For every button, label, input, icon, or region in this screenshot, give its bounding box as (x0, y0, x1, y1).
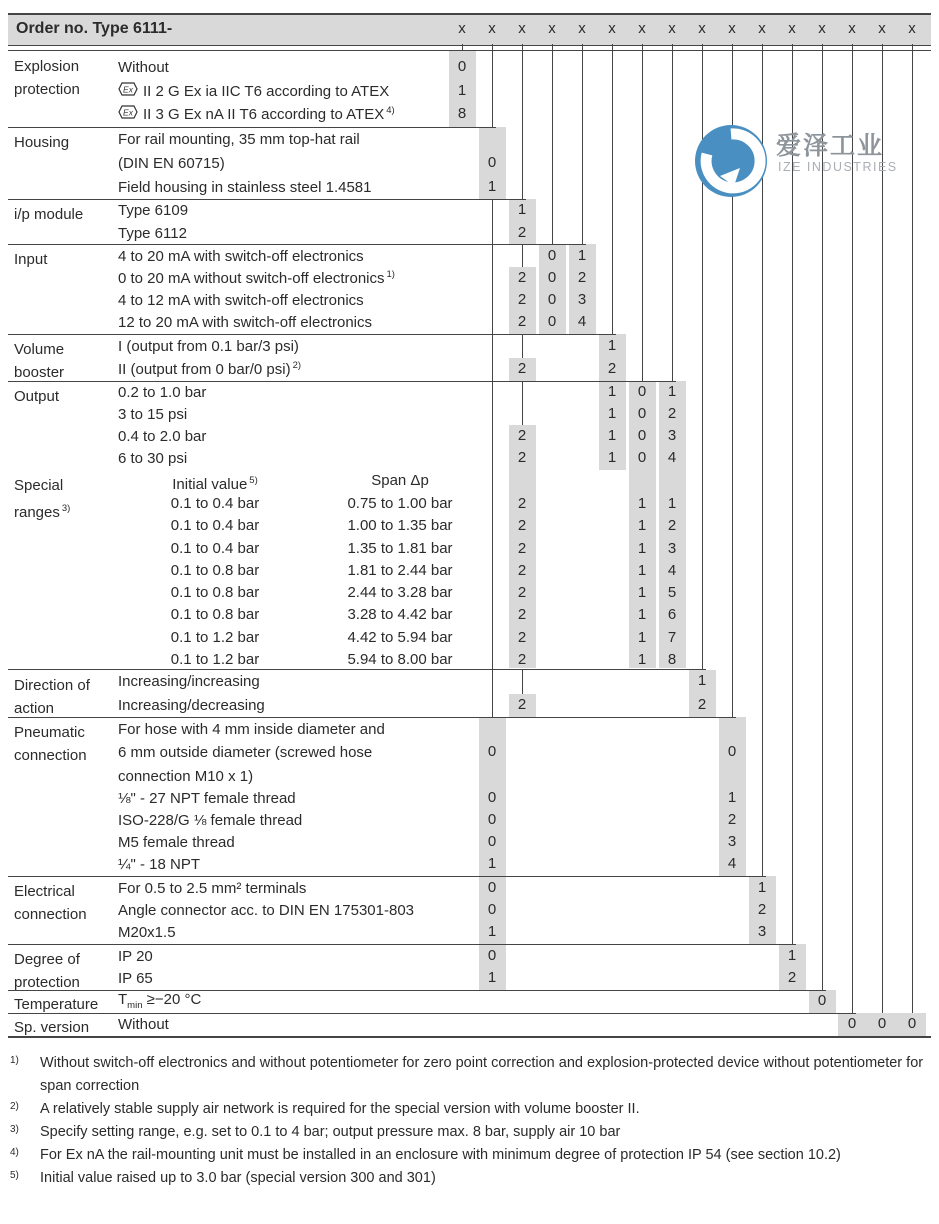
option-text: Type 6112 (118, 224, 187, 242)
special-range-span: 5.94 to 8.00 bar (347, 651, 453, 668)
special-range-span: 3.28 to 4.42 bar (347, 606, 453, 623)
section-label: Direction of action (14, 677, 90, 717)
option-text: ISO-228/G ⅛ female thread (118, 811, 303, 829)
code-digit: 2 (517, 313, 527, 330)
svg-text:Ex: Ex (123, 107, 133, 118)
code-placeholder-x: x (818, 20, 826, 37)
option-description (118, 222, 187, 244)
option-description (118, 718, 385, 740)
code-digit: 0 (877, 1015, 887, 1032)
code-placeholder-x: x (728, 20, 736, 37)
footnote-text: Initial value raised up to 3.0 bar (special version 300 and 301) (40, 1170, 436, 1186)
option-text: Increasing/decreasing (118, 696, 265, 714)
code-digit: 1 (727, 789, 737, 806)
special-range-initial-value: 0.1 to 0.4 bar (170, 517, 260, 534)
option-description (118, 311, 372, 333)
code-digit: 0 (487, 789, 497, 806)
column-guide-line (522, 244, 523, 267)
code-digit: 1 (697, 672, 707, 689)
column-guide-line (672, 50, 673, 381)
code-digit: 0 (487, 811, 497, 828)
code-digit: 1 (607, 449, 617, 466)
code-digit: 2 (517, 360, 527, 377)
footnote-ref: 1) (386, 269, 395, 280)
footnote (10, 1121, 931, 1144)
svg-text:Ex: Ex (123, 84, 133, 95)
option-description (118, 128, 360, 150)
option-description (118, 853, 200, 875)
footnote-marker: 1) (10, 1055, 19, 1066)
code-digit: 1 (637, 517, 647, 534)
special-range-span: Span Δp (371, 472, 429, 489)
code-placeholder-x: x (458, 20, 466, 37)
special-range-initial-value: Initial value $^{5)}$ (172, 475, 258, 493)
code-placeholder-x: x (548, 20, 556, 37)
code-digit: 2 (517, 224, 527, 241)
option-description (118, 403, 187, 425)
code-digit: 1 (607, 405, 617, 422)
option-description (118, 80, 389, 102)
special-range-initial-value: 0.1 to 1.2 bar (170, 629, 260, 646)
footnote (10, 1167, 931, 1190)
code-digit: 2 (787, 969, 797, 986)
page-title: Order no. Type 6111- (16, 20, 173, 37)
code-digit: 2 (517, 269, 527, 286)
section-label: Electrical connection (14, 883, 87, 923)
special-range-span: 4.42 to 5.94 bar (347, 629, 453, 646)
code-placeholder-x: x (608, 20, 616, 37)
footnote-marker: 2) (10, 1101, 19, 1112)
code-digit: 2 (577, 269, 587, 286)
code-digit: 0 (637, 405, 647, 422)
code-digit: 2 (517, 562, 527, 579)
option-description (118, 787, 296, 809)
section-separator (8, 13, 931, 14)
code-digit: 2 (517, 696, 527, 713)
special-range-initial-value: 0.1 to 0.4 bar (170, 495, 260, 512)
option-description (118, 831, 235, 853)
watermark-english-text: IZE INDUSTRIES (778, 160, 898, 174)
column-guide-line (552, 50, 553, 244)
footnote-text: A relatively stable supply air network is required for the special version with volume booster II. (40, 1101, 640, 1117)
code-placeholder-x: x (638, 20, 646, 37)
special-range-span: 2.44 to 3.28 bar (347, 584, 453, 601)
option-text: For rail mounting, 35 mm top-hat rail (118, 130, 360, 148)
code-digit: 6 (667, 606, 677, 623)
code-digit: 8 (457, 105, 467, 122)
option-text: 12 to 20 mA with switch-off electronics (118, 313, 373, 331)
option-text: II 3 G Ex nA II T6 according to ATEX $^{4)}$ (143, 105, 395, 123)
code-digit: 2 (517, 517, 527, 534)
option-description (118, 809, 302, 831)
column-guide-line (912, 50, 913, 1013)
code-digit: 0 (907, 1015, 917, 1032)
special-range-span: 1.35 to 1.81 bar (347, 540, 453, 557)
code-digit: 1 (787, 947, 797, 964)
code-digit: 1 (637, 629, 647, 646)
option-description (118, 289, 364, 311)
code-digit: 0 (487, 833, 497, 850)
section-label: Housing (14, 134, 70, 151)
footnote (10, 1098, 931, 1121)
footnote-marker: 4) (10, 1147, 19, 1158)
code-digit: 2 (727, 811, 737, 828)
ex-atex-icon (118, 82, 138, 100)
option-description (118, 694, 265, 716)
option-text: For 0.5 to 2.5 mm² terminals (118, 879, 307, 897)
footnote-text: Without switch-off electronics and without potentiometer for zero point correction and explosion-protected device without potentiometer for span correction (40, 1055, 924, 1094)
option-text: (DIN EN 60715) (118, 154, 225, 172)
code-digit: 4 (727, 855, 737, 872)
option-text: For hose with 4 mm inside diameter and (118, 720, 385, 738)
option-description (118, 199, 188, 221)
option-text: 0.4 to 2.0 bar (118, 427, 207, 445)
code-digit: 4 (577, 313, 587, 330)
ize-logo-icon (694, 185, 768, 202)
code-digit: 1 (757, 879, 767, 896)
column-guide-line (492, 50, 493, 127)
code-digit: 3 (757, 923, 767, 940)
code-digit: 2 (517, 606, 527, 623)
code-digit: 1 (457, 82, 467, 99)
code-placeholder-x: x (668, 20, 676, 37)
code-placeholder-x: x (518, 20, 526, 37)
footnote-text: Specify setting range, e.g. set to 0.1 to 4 bar; output pressure max. 8 bar, supply air 10 bar (40, 1124, 621, 1140)
option-text: ⅛" - 27 NPT female thread (118, 789, 296, 807)
section-separator (8, 50, 931, 51)
option-text: 6 to 30 psi (118, 449, 188, 467)
option-text: 4 to 20 mA with switch-off electronics (118, 247, 364, 265)
column-guide-line (522, 50, 523, 199)
option-description (118, 899, 414, 921)
option-description (118, 176, 372, 198)
code-digit: 1 (487, 178, 497, 195)
option-text: 4 to 12 mA with switch-off electronics (118, 291, 364, 309)
option-description (118, 103, 395, 125)
option-text: Without (118, 1015, 169, 1033)
code-digit: 0 (637, 427, 647, 444)
code-digit: 2 (607, 360, 617, 377)
code-placeholder-x: x (578, 20, 586, 37)
code-digit: 0 (727, 743, 737, 760)
option-text: IP 20 (118, 947, 153, 965)
code-digit: 2 (667, 517, 677, 534)
section-label: Explosion protection (14, 58, 80, 98)
option-description (118, 741, 372, 763)
code-digit: 2 (697, 696, 707, 713)
column-guide-line (642, 50, 643, 381)
footnotes (10, 1052, 931, 1190)
option-description (118, 670, 260, 692)
section-label: Degree of protection (14, 951, 80, 991)
special-range-span: 1.81 to 2.44 bar (347, 562, 453, 579)
column-guide-line (612, 50, 613, 334)
option-text: 6 mm outside diameter (screwed hose (118, 743, 373, 761)
code-digit: 2 (757, 901, 767, 918)
code-digit: 2 (517, 540, 527, 557)
code-digit: 0 (637, 449, 647, 466)
section-label: Sp. version (14, 1019, 90, 1036)
code-digit: 2 (517, 449, 527, 466)
section-separator (8, 45, 931, 46)
column-guide-line (522, 334, 523, 358)
code-digit: 8 (667, 651, 677, 668)
option-text: Without (118, 58, 169, 76)
footnote-marker: 3) (10, 1124, 19, 1135)
code-digit: 0 (487, 743, 497, 760)
code-digit: 2 (517, 291, 527, 308)
code-digit: 0 (487, 154, 497, 171)
code-digit: 2 (517, 584, 527, 601)
column-guide-line (852, 50, 853, 1013)
code-digit: 1 (577, 247, 587, 264)
option-text: I (output from 0.1 bar/3 psi) (118, 337, 299, 355)
option-text: connection M10 x 1) (118, 767, 254, 785)
code-digit: 2 (517, 651, 527, 668)
section-separator (8, 381, 676, 382)
code-digit: 0 (547, 247, 557, 264)
section-label: Volume booster (14, 341, 65, 381)
footnote-text: For Ex nA the rail-mounting unit must be installed in an enclosure with minimum degree of protection IP 54 (see section 10.2) (40, 1147, 841, 1163)
code-placeholder-x: x (878, 20, 886, 37)
code-digit: 3 (727, 833, 737, 850)
code-digit: 1 (637, 562, 647, 579)
section-separator (8, 334, 616, 335)
code-digit: 5 (667, 584, 677, 601)
option-text: ¼" - 18 NPT (118, 855, 201, 873)
code-digit: 0 (547, 291, 557, 308)
option-text: Angle connector acc. to DIN EN 175301-803 (118, 901, 415, 919)
column-guide-line (822, 50, 823, 990)
subscript: min (127, 1000, 143, 1011)
option-description (118, 358, 301, 380)
option-text: II 2 G Ex ia IIC T6 according to ATEX (143, 82, 390, 100)
code-placeholder-x: x (788, 20, 796, 37)
code-placeholder-x: x (908, 20, 916, 37)
code-digit: 2 (667, 405, 677, 422)
code-digit: 0 (547, 313, 557, 330)
section-label: Output (14, 388, 60, 405)
section-separator (8, 199, 526, 200)
option-text: Field housing in stainless steel 1.4581 (118, 178, 372, 196)
option-text: $T_{min} \ge-20$ °C (118, 991, 202, 1011)
footnote-ref: 4) (386, 105, 395, 116)
option-description (118, 381, 206, 403)
column-guide-line (882, 50, 883, 1013)
footnote-ref: 5) (249, 475, 258, 486)
code-digit: 3 (667, 540, 677, 557)
code-digit: 1 (487, 923, 497, 940)
code-digit: 1 (517, 201, 527, 218)
option-text: Type 6109 (118, 201, 189, 219)
code-digit: 0 (817, 992, 827, 1009)
option-description (118, 921, 176, 943)
option-description (118, 765, 253, 787)
option-text: M20x1.5 (118, 923, 176, 941)
code-digit: 0 (637, 383, 647, 400)
option-description (118, 425, 206, 447)
code-digit: 1 (637, 584, 647, 601)
option-description (118, 267, 395, 289)
code-digit: 0 (847, 1015, 857, 1032)
code-digit: 2 (517, 495, 527, 512)
code-digit: 1 (637, 606, 647, 623)
code-placeholder-x: x (698, 20, 706, 37)
code-digit: 3 (667, 427, 677, 444)
option-text: IP 65 (118, 969, 153, 987)
code-digit: 1 (487, 855, 497, 872)
code-digit: 4 (667, 562, 677, 579)
column-guide-line (522, 669, 523, 694)
ex-atex-icon (118, 105, 138, 123)
special-range-initial-value: 0.1 to 0.4 bar (170, 540, 260, 557)
code-digit: 1 (637, 540, 647, 557)
code-digit: 7 (667, 629, 677, 646)
code-digit: 0 (547, 269, 557, 286)
option-text: M5 female thread (118, 833, 235, 851)
code-digit: 1 (487, 969, 497, 986)
option-description (118, 56, 169, 78)
option-text: Increasing/increasing (118, 672, 260, 690)
footnote-ref: 3) (61, 503, 71, 514)
option-text: 3 to 15 psi (118, 405, 188, 423)
code-digit: 0 (487, 947, 497, 964)
special-range-initial-value: 0.1 to 1.2 bar (170, 651, 260, 668)
footnote (10, 1052, 931, 1098)
section-label: Temperature (14, 996, 99, 1013)
option-text: II (output from 0 bar/0 psi) $^{2)}$ (118, 360, 302, 378)
special-range-span: 1.00 to 1.35 bar (347, 517, 453, 534)
watermark-chinese-text: 爱泽工业 (776, 132, 885, 160)
code-digit: 1 (607, 383, 617, 400)
special-range-initial-value: 0.1 to 0.8 bar (170, 606, 260, 623)
special-range-initial-value: 0.1 to 0.8 bar (170, 562, 260, 579)
option-description (118, 990, 201, 1012)
option-description (118, 152, 225, 174)
code-digit: 1 (607, 427, 617, 444)
code-placeholder-x: x (848, 20, 856, 37)
section-separator (8, 1036, 931, 1038)
watermark (694, 124, 898, 203)
section-label: i/p module (14, 206, 84, 223)
code-digit: 0 (487, 879, 497, 896)
option-description (118, 447, 187, 469)
special-range-span: 0.75 to 1.00 bar (347, 495, 453, 512)
code-placeholder-x: x (758, 20, 766, 37)
code-digit: 0 (457, 58, 467, 75)
code-digit: 2 (517, 629, 527, 646)
code-digit: 1 (607, 337, 617, 354)
code-digit: 1 (667, 495, 677, 512)
code-digit: 2 (517, 427, 527, 444)
code-placeholder-x: x (488, 20, 496, 37)
option-description (118, 877, 306, 899)
code-digit: 1 (637, 651, 647, 668)
code-digit: 4 (667, 449, 677, 466)
column-guide-line (522, 381, 523, 425)
option-description (118, 945, 153, 967)
section-label: Input (14, 251, 48, 268)
code-digit: 3 (577, 291, 587, 308)
column-guide-line (792, 50, 793, 944)
special-range-initial-value: 0.1 to 0.8 bar (170, 584, 260, 601)
footnote-marker: 5) (10, 1170, 19, 1181)
option-text: 0 to 20 mA without switch-off electronics $^{1)}$ (118, 269, 395, 287)
option-description (118, 967, 153, 989)
option-description (118, 335, 299, 357)
footnote (10, 1144, 931, 1167)
code-digit: 1 (667, 383, 677, 400)
section-label: Special ranges $^{3)}$ (14, 477, 71, 521)
code-digit: 1 (637, 495, 647, 512)
footnote-ref: 2) (292, 360, 302, 371)
option-description (118, 1013, 169, 1035)
option-text: 0.2 to 1.0 bar (118, 383, 207, 401)
option-description (118, 245, 364, 267)
section-label: Pneumatic connection (14, 724, 87, 764)
code-digit: 0 (487, 901, 497, 918)
column-guide-line (582, 50, 583, 244)
